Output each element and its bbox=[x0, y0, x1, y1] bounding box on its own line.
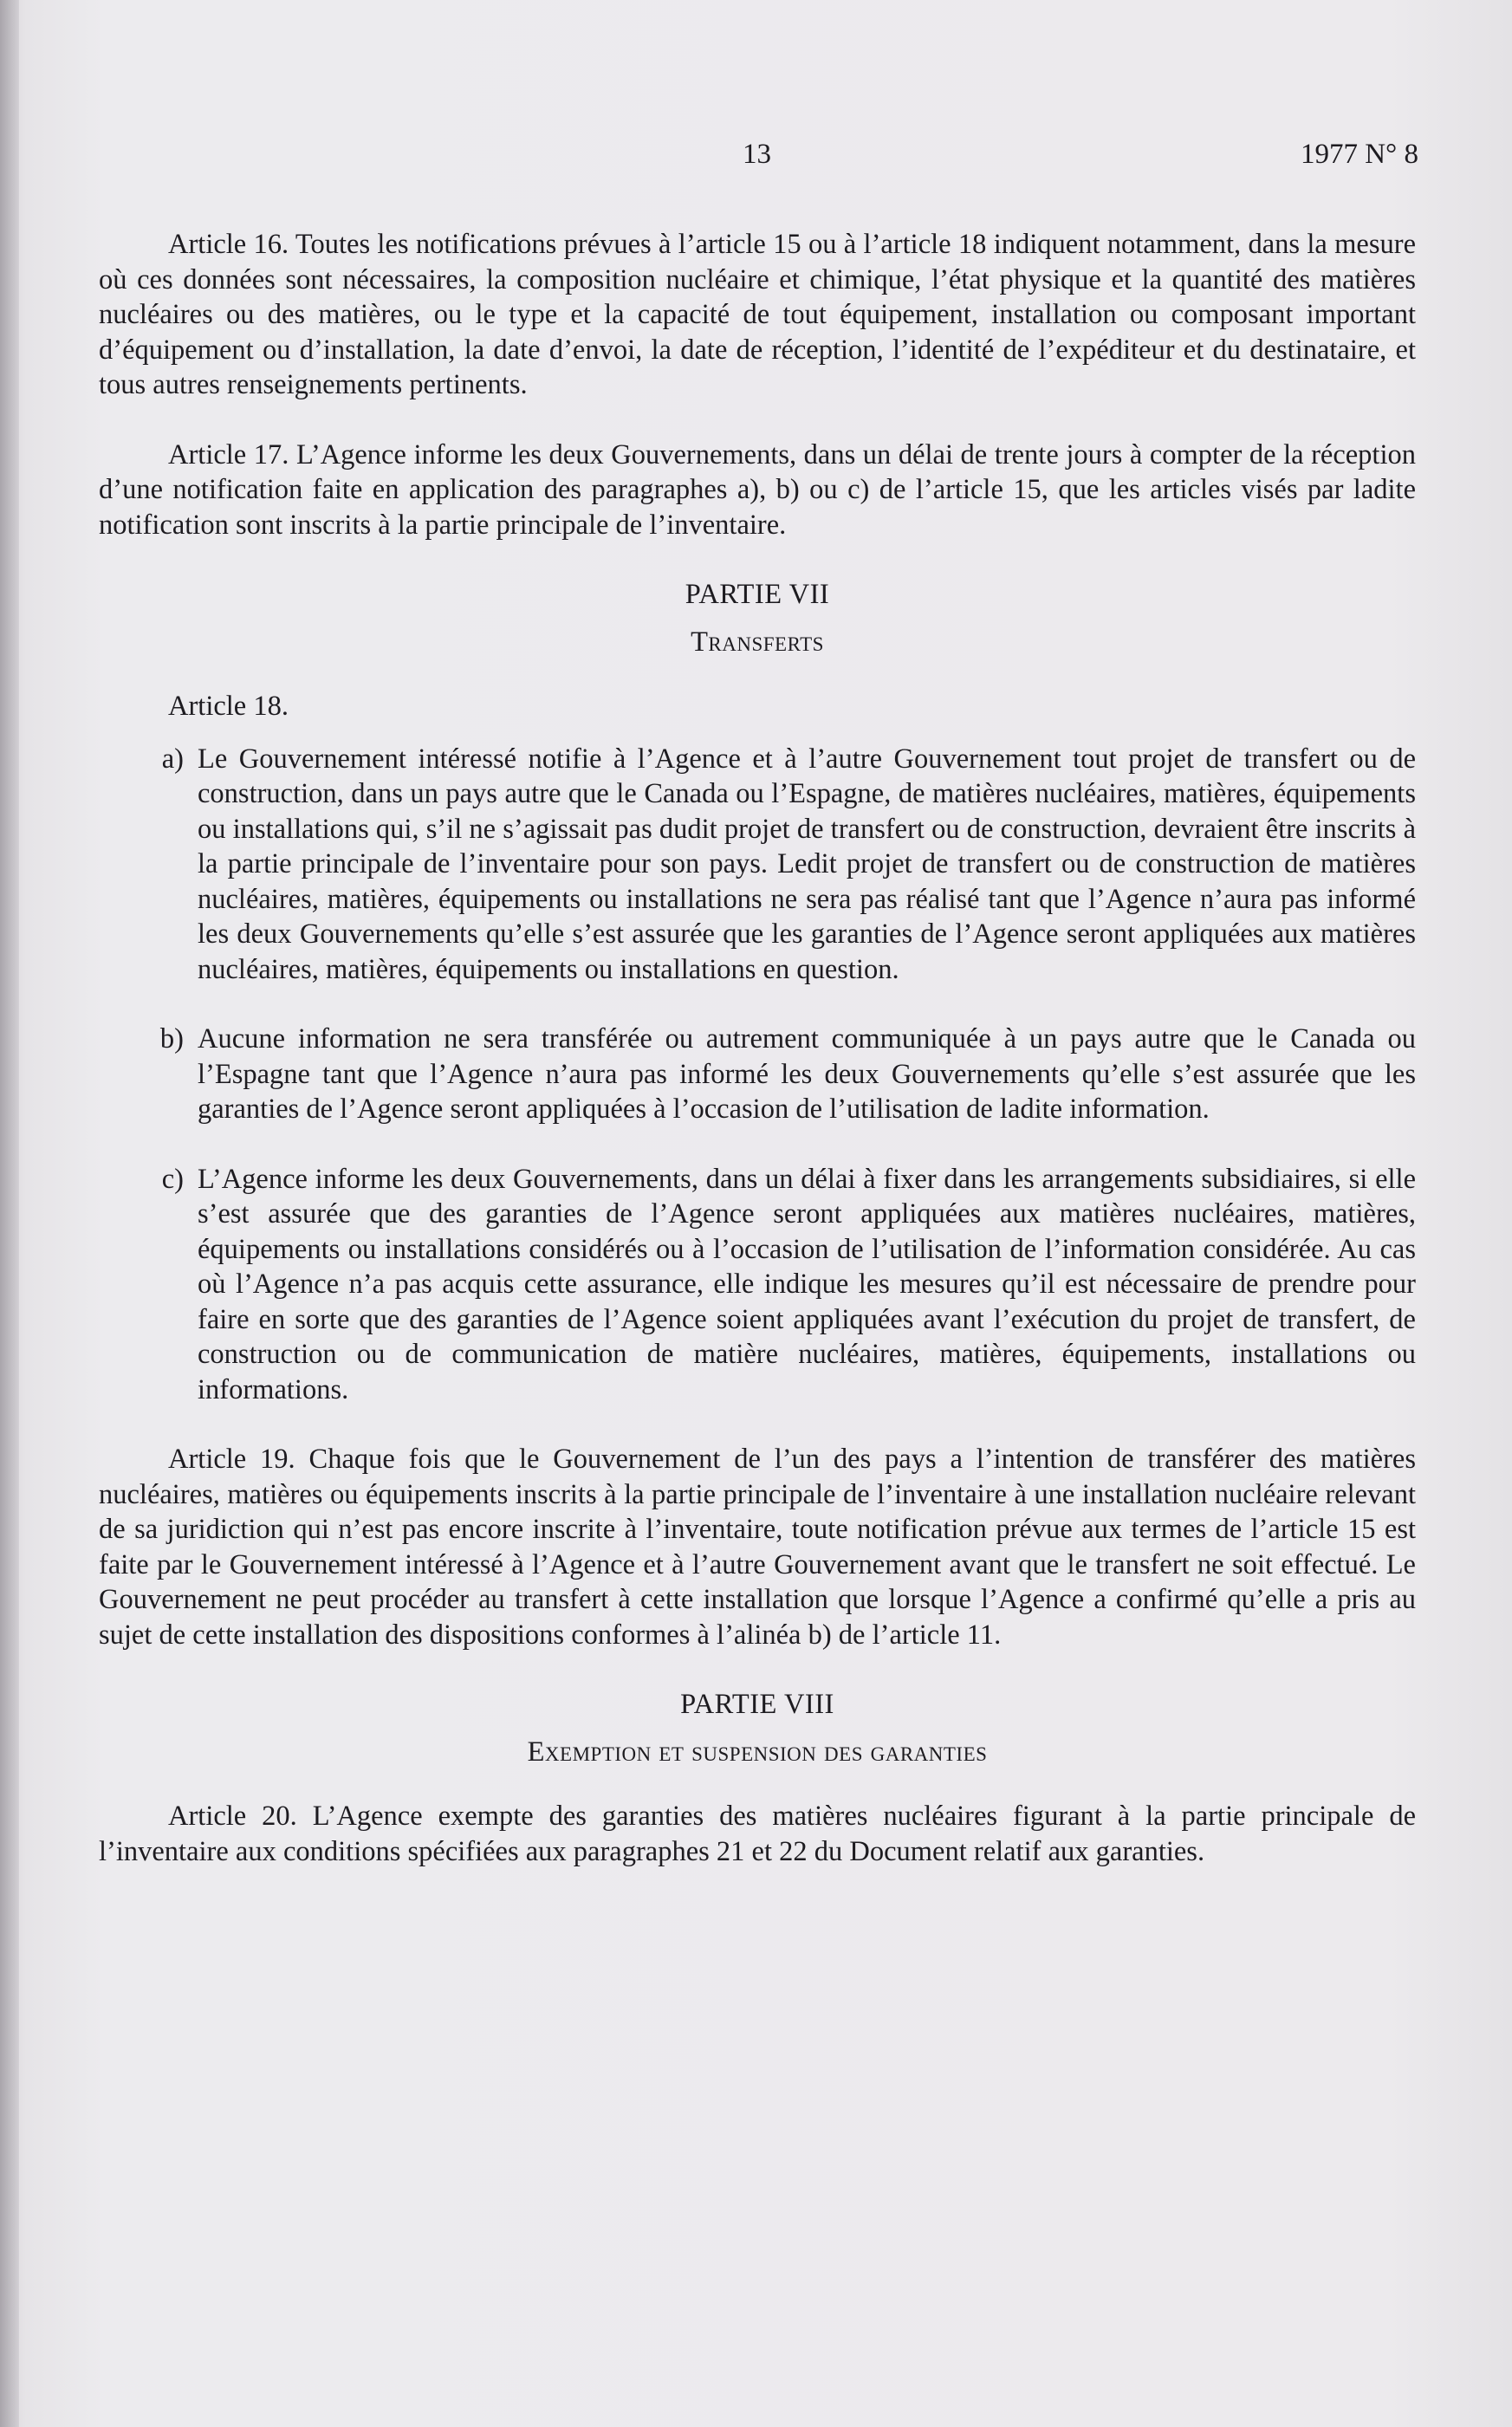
page-number: 13 bbox=[743, 139, 771, 170]
article-20: Article 20. L’Agence exempte des garanties des matières nucléaires figurant à la partie principale de l’inventaire aux conditions spécifiées aux paragraphes 21 et 22 du Document relatif aux garanties. bbox=[99, 1801, 1416, 1867]
document-reference: 1977 N° 8 bbox=[1300, 139, 1418, 170]
page-header bbox=[0, 139, 1512, 182]
item-letter: b) bbox=[159, 1023, 184, 1055]
item-text: L’Agence informe les deux Gouvernements, dans un délai à fixer dans les arrangements subsidiaires, si elle s’est assurée que des garanties de l’Agence seront appliquées aux matières nucléaires, matières, équipements ou installations considérés ou à l’occasion de l’utilisation de l’information considérée. Au cas où l’Agence n’a pas acquis cette assurance, elle indique les mesures qu’il est nécessaire de prendre pour faire en sorte que des garanties de l’Agence soient appliquées avant l’exécution du projet de transfert, de construction ou de communication de matière nucléaires, matières, équipements, installations ou informations. bbox=[198, 1163, 1416, 1405]
part-8-subheading: Exemption et suspension des garanties bbox=[527, 1736, 988, 1768]
article-19: Article 19. Chaque fois que le Gouvernement de l’un des pays a l’intention de transférer des matières nucléaires, matières ou équipements inscrits à la partie principale de l’inventaire à une installation nucléaire relevant de sa juridiction qui n’est pas encore inscrite à l’inventaire, toute notification prévue aux termes de l’article 15 est faite par le Gouvernement intéressé à l’Agence et à l’autre Gouvernement avant que le transfert ne soit effectué. Le Gouvernement ne peut procéder au transfert à cette installation que lorsque l’Agence a confirmé qu’elle a pris au sujet de cette installation des dispositions conformes à l’alinéa b) de l’article 11. bbox=[99, 1444, 1416, 1651]
page-content bbox=[99, 227, 1416, 1904]
binding-edge bbox=[0, 0, 19, 2427]
part-8-heading: PARTIE VIII bbox=[680, 1689, 834, 1720]
article-18-label: Article 18. bbox=[168, 691, 289, 722]
item-text: Aucune information ne sera transférée ou autrement communiquée à un pays autre que le Canada ou l’Espagne tant que l’Agence n’aura pas informé les deux Gouvernements qu’elle s’est assurée que les garanties de l’Agence seront appliquées à l’occasion de l’utilisation de ladite information. bbox=[198, 1023, 1416, 1125]
article-17: Article 17. L’Agence informe les deux Gouvernements, dans un délai de trente jours à compter de la réception d’une notification faite en application des paragraphes a), b) ou c) de l’article 15, que les articles visés par ladite notification sont inscrits à la partie principale de l’inventaire. bbox=[99, 438, 1416, 541]
item-letter: a) bbox=[161, 743, 184, 775]
part-7-subheading: Transferts bbox=[691, 626, 824, 658]
article-16: Article 16. Toutes les notifications prévues à l’article 15 ou à l’article 18 indiquent notamment, dans la mesure où ces données sont nécessaires, la composition nucléaire et chimique, l’état physique et la quantité des matières nucléaires ou des matières, ou le type et la capacité de tout équipement, installation ou composant important d’équipement ou d’installation, la date d’envoi, la date de réception, l’identité de l’expéditeur et du destinataire, et tous autres renseignements pertinents. bbox=[99, 229, 1416, 400]
article-18-item-c bbox=[99, 1162, 1416, 1408]
item-text: Le Gouvernement intéressé notifie à l’Agence et à l’autre Gouvernement tout projet de transfert ou de construction, dans un pays autre que le Canada ou l’Espagne, de matières nucléaires, matières, équipements ou installations qui, s’il ne s’agissait pas dudit projet de transfert ou de construction, devraient être inscrits à la partie principale de l’inventaire pour son pays. Ledit projet de transfert ou de construction de matières nucléaires, matières, équipements ou installations ne sera pas réalisé tant que l’Agence n’aura pas informé les deux Gouvernements qu’elle s’est assurée que les garanties de l’Agence seront appliquées aux matières nucléaires, matières, équipements ou installations en question. bbox=[198, 743, 1416, 985]
article-18-item-b bbox=[99, 1022, 1416, 1127]
article-18-item-a bbox=[99, 742, 1416, 988]
part-7-heading: PARTIE VII bbox=[685, 579, 830, 610]
item-letter: c) bbox=[161, 1163, 184, 1195]
